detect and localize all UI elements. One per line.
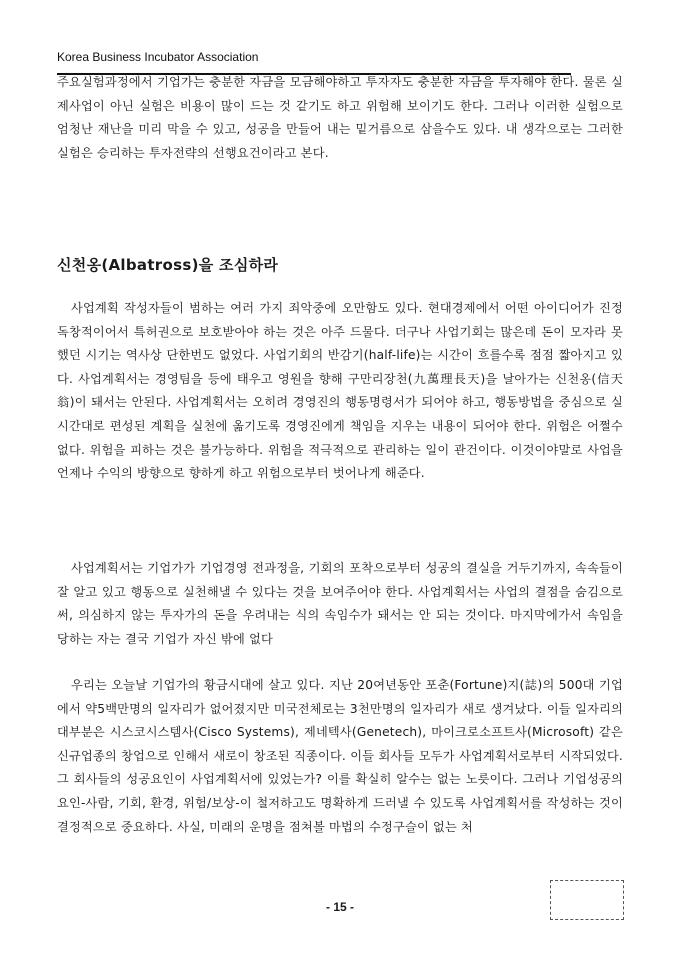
golden-age-paragraph: 우리는 오늘날 기업가의 황금시대에 살고 있다. 지난 20여년동안 포춘(Fortune)지(誌)의 500대 기업에서 약5백만명의 일자리가 없어졌지만 미국전체로는 3천만명의 일자리가 새로 생겨났다. 이들 일자리의 대부분은 시스코시스템사(Cisco Systems), 제네텍사(Genetech), 마이크로소프트사(Microsoft) 같은 신규업종의 창업으로 인해서 새로이 창조된 직종이다. 이들 회사들 모두가 사업계획서로부터 시작되었다. 그 회사들의 성공요인이 사업계획서에 있었는가? 이를 확실히 알수는 없는 노릇이다. 그러나 기업성공의 요인-사람, 기회, 환경, 위험/보상-이 철저하고도 명확하게 드러낼 수 있도록 사업계획서를 작성하는 것이 결정적으로 중요하다. 사실, 미래의 운명을 점쳐볼 마법의 수정구슬이 없는 처 <box>57 678 623 834</box>
intro-paragraph: 주요실험과정에서 기업가는 충분한 자금을 모금해야하고 투자자도 충분한 자금을 투자해야 한다. 물론 실제사업이 아닌 실험은 비용이 많이 드는 것 같기도 하고 위험해 보이기도 한다. 그러나 이러한 실험으로 엄청난 재난을 미리 막을 수 있고, 성공을 만들어 내는 밑거름으로 삼을수도 있다. 내 생각으로는 그러한 실험은 승리하는 투자전략의 선행요건이라고 본다. <box>57 75 623 160</box>
stamp-box <box>550 880 624 920</box>
page-header: Korea Business Incubator Association <box>57 50 259 64</box>
albatross-paragraph: 사업계획 작성자들이 범하는 여러 가지 죄악중에 오만함도 있다. 현대경제에서 어떤 아이디어가 진정 독창적이어서 특허권으로 보호받아야 하는 것은 아주 드물다. 더구나 사업기회는 많은데 돈이 모자라 못했던 시기는 역사상 단한번도 없었다. 사업기회의 반감기(half-life)는 시간이 흐를수록 점점 짧아지고 있다. 사업계획서는 경영팀을 등에 태우고 영원을 향해 구만리장천(九萬理長天)을 날아가는 신천옹(信天翁)이 돼서는 안된다. 사업계획서는 오히려 경영진의 행동명령서가 되어야 하고, 행동방법을 중심으로 실시간대로 편성된 계획을 실천에 옮기도록 경영진에게 책임을 지우는 내용이 되어야 한다. 위험은 어쩔수 없다. 위험을 피하는 것은 불가능하다. 위험을 적극적으로 관리하는 일이 관건이다. 이것이야말로 사업을 언제나 수익의 방향으로 향하게 하고 위험으로부터 벗어나게 해준다. <box>57 301 623 481</box>
deception-paragraph: 사업계획서는 기업가가 기업경영 전과정을, 기회의 포착으로부터 성공의 결실을 거두기까지, 속속들이 잘 알고 있고 행동으로 실천해낼 수 있다는 것을 보여주어야 한다. 사업계획서는 사업의 결점을 숨김으로써, 의심하지 않는 투자가의 돈을 우려내는 식의 속임수가 돼서는 안 되는 것이다. 마지막에가서 속임을 당하는 자는 결국 기업가 자신 밖에 없다 <box>57 561 623 646</box>
section-heading: 신천옹(Albatross)을 조심하라 <box>57 256 279 274</box>
page-number: - 15 - <box>325 900 354 914</box>
